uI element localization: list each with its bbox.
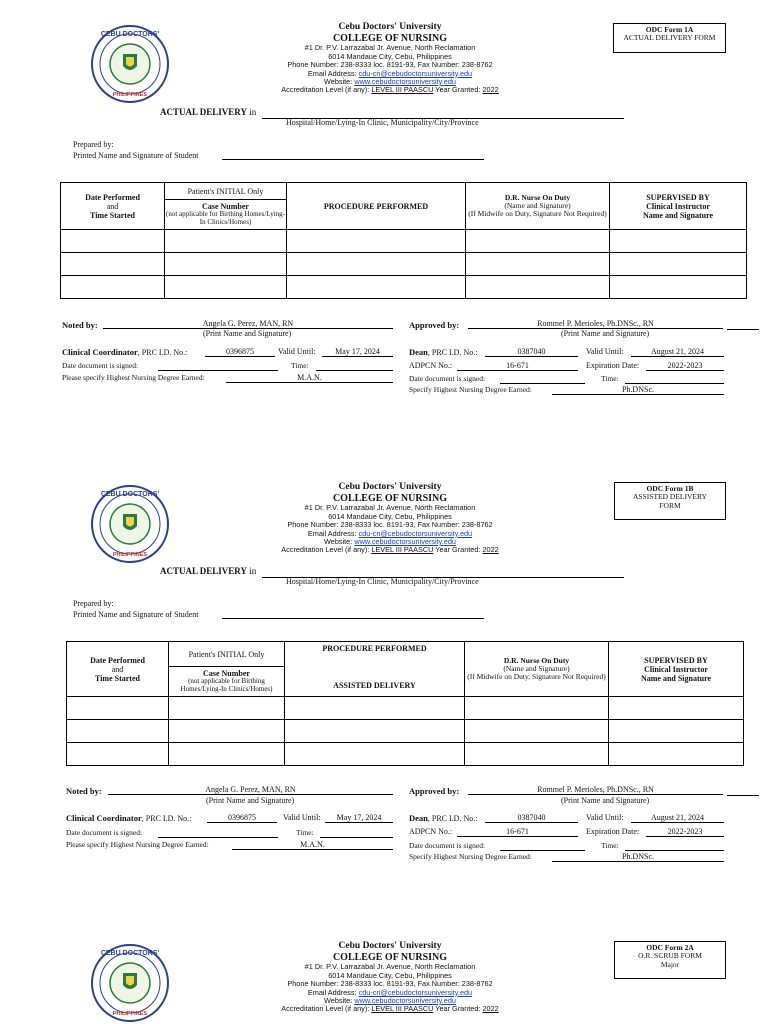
svg-text:PHILIPPINES: PHILIPPINES [112, 92, 148, 98]
website-link[interactable]: www.cebudoctorsuniversity.edu [354, 76, 456, 86]
cc-valid-date: May 17, 2024 [322, 347, 393, 357]
actual-delivery-label: ACTUAL DELIVERY in [160, 107, 257, 117]
svg-text:CEBU DOCTORS': CEBU DOCTORS' [100, 950, 160, 957]
phone-line: Phone Number: 238-8333 loc. 8191-93, Fax Number: 238-8762 [287, 979, 493, 989]
letterhead [230, 941, 550, 1014]
letterhead [230, 482, 550, 555]
university-seal-icon [90, 484, 170, 564]
form-code-box [613, 23, 726, 53]
student-signature-field[interactable] [222, 159, 484, 160]
email-line: Email Address: cdu-cn@cebudoctorsuniversity.edu [307, 528, 473, 538]
university-seal-icon [90, 943, 170, 1023]
prepared-by-label: Prepared by: [73, 599, 114, 608]
form-code: ODC Form 1B [646, 484, 694, 493]
noted-by-label: Noted by: [62, 320, 98, 330]
cc-valid-label: Valid Until: [283, 813, 321, 822]
col-procedure-header: PROCEDURE PERFORMED [287, 183, 466, 230]
cc-date-signed-label: Date document is signed: [66, 828, 143, 837]
dean-valid-date: August 21, 2024 [631, 347, 724, 357]
dean-time-field[interactable] [625, 850, 724, 851]
col-supervised-header: SUPERVISED BY Clinical Instructor Name and Signature [609, 642, 744, 697]
approved-extra-line [727, 795, 759, 796]
form-code: ODC Form 2A [646, 943, 694, 952]
address-line-1: #1 Dr. P.V. Larrazabal Jr. Avenue, North Reclamation [304, 962, 476, 972]
clinical-coordinator-label: Clinical Coordinator, PRC I.D. No.: [62, 347, 188, 357]
dean-time-label: Time: [601, 841, 619, 850]
col-patient-header: Patient's INITIAL Only [169, 642, 285, 667]
email-link[interactable]: cdu-cn@cebudoctorsuniversity.edu [358, 528, 473, 538]
svg-text:PHILIPPINES: PHILIPPINES [112, 1011, 148, 1017]
exp-label: Expiration Date: [586, 361, 640, 370]
form-name-2: FORM [659, 500, 681, 510]
email-link[interactable]: cdu-cn@cebudoctorsuniversity.edu [358, 68, 473, 78]
actual-delivery-label: ACTUAL DELIVERY in [160, 566, 257, 576]
dean-time-field[interactable] [625, 383, 724, 384]
approved-extra-line [727, 329, 759, 330]
approved-print-caption: (Print Name and Signature) [561, 796, 650, 805]
dean-date-signed-label: Date document is signed: [409, 374, 486, 383]
col-date-header: Date Performed and Time Started [67, 642, 169, 697]
accreditation-line: Accreditation Level (if any): LEVEL III PAASCU Year Granted: 2022 [281, 85, 499, 95]
prepared-by-label: Prepared by: [73, 140, 114, 149]
delivery-log-table [66, 641, 744, 766]
noted-by-name: Angela G. Perez, MAN, RN [108, 785, 393, 795]
noted-print-caption: (Print Name and Signature) [206, 796, 295, 805]
cc-degree-value: M.A.N. [232, 840, 393, 850]
address-line-2: 6014 Mandaue City, Cebu, Philippines [328, 970, 452, 980]
address-line-1: #1 Dr. P.V. Larrazabal Jr. Avenue, North Reclamation [304, 503, 476, 513]
cc-degree-label: Please specify Highest Nursing Degree Earned: [66, 840, 209, 849]
dean-time-label: Time: [601, 374, 619, 383]
col-case-header: Case Number (not applicable for Birthing Homes/Lying-In Clinics/Homes) [165, 200, 287, 230]
approved-by-name: Rommel P. Merioles, Ph.DNSc., RN [468, 785, 723, 795]
noted-print-caption: (Print Name and Signature) [203, 329, 292, 338]
email-line: Email Address: cdu-cn@cebudoctorsuniversity.edu [307, 68, 473, 78]
dean-degree-label: Specify Highest Nursing Degree Earned: [409, 852, 532, 861]
adpcn-label: ADPCN No.: [409, 827, 453, 836]
address-line-2: 6014 Mandaue City, Cebu, Philippines [328, 51, 452, 61]
website-link[interactable]: www.cebudoctorsuniversity.edu [354, 995, 456, 1005]
dean-prc-number: 0387040 [485, 347, 578, 357]
svg-text:PHILIPPINES: PHILIPPINES [112, 552, 148, 558]
printed-name-label: Printed Name and Signature of Student [73, 151, 199, 160]
form-name: O.R. SCRUB FORM [638, 951, 702, 961]
university-name: Cebu Doctors' University [338, 482, 442, 492]
accreditation-line: Accreditation Level (if any): LEVEL III PAASCU Year Granted: 2022 [281, 1004, 499, 1014]
email-link[interactable]: cdu-cn@cebudoctorsuniversity.edu [358, 987, 473, 997]
website-link[interactable]: www.cebudoctorsuniversity.edu [354, 536, 456, 546]
cc-time-field[interactable] [320, 837, 393, 838]
college-name: COLLEGE OF NURSING [332, 32, 448, 44]
form-code-box [614, 482, 726, 520]
cc-time-label: Time: [296, 828, 314, 837]
exp-value: 2022-2023 [646, 827, 724, 837]
dean-valid-date: August 21, 2024 [631, 813, 724, 823]
dean-label: Dean, PRC I.D. No.: [409, 347, 478, 357]
phone-line: Phone Number: 238-8333 loc. 8191-93, Fax Number: 238-8762 [287, 60, 493, 70]
dean-degree-value: Ph.DNSc. [552, 385, 724, 395]
exp-value: 2022-2023 [646, 361, 724, 371]
printed-name-label: Printed Name and Signature of Student [73, 610, 199, 619]
form-name: ACTUAL DELIVERY FORM [623, 33, 716, 43]
college-name: COLLEGE OF NURSING [332, 951, 448, 963]
table-row [61, 230, 747, 253]
university-name: Cebu Doctors' University [338, 941, 442, 951]
website-line: Website: www.cebudoctorsuniversity.edu [324, 536, 456, 546]
dean-prc-number: 0387040 [485, 813, 578, 823]
cc-time-field[interactable] [316, 370, 393, 371]
dean-degree-label: Specify Highest Nursing Degree Earned: [409, 385, 532, 394]
table-row [67, 720, 744, 743]
student-signature-field[interactable] [222, 618, 484, 619]
dean-valid-label: Valid Until: [586, 813, 624, 822]
delivery-log-table [60, 182, 747, 299]
form-name: ASSISTED DELIVERY [633, 492, 707, 502]
cc-date-signed-field[interactable] [158, 837, 278, 838]
adpcn-value: 16-671 [457, 827, 578, 837]
address-line-1: #1 Dr. P.V. Larrazabal Jr. Avenue, North Reclamation [304, 43, 476, 53]
clinical-coordinator-label: Clinical Coordinator, PRC I.D. No.: [66, 813, 192, 823]
approved-by-label: Approved by: [409, 786, 460, 796]
noted-by-name: Angela G. Perez, MAN, RN [103, 319, 393, 329]
cc-degree-label: Please specify Highest Nursing Degree Earned: [62, 373, 205, 382]
dean-date-signed-label: Date document is signed: [409, 841, 486, 850]
dean-valid-label: Valid Until: [586, 347, 624, 356]
email-line: Email Address: cdu-cn@cebudoctorsuniversity.edu [307, 987, 473, 997]
form-name-2: Major [660, 959, 680, 969]
table-row [67, 743, 744, 766]
approved-print-caption: (Print Name and Signature) [561, 329, 650, 338]
website-line: Website: www.cebudoctorsuniversity.edu [324, 995, 456, 1005]
location-hint: Hospital/Home/Lying-In Clinic, Municipality/City/Province [286, 577, 479, 586]
procedure-value: ASSISTED DELIVERY [333, 681, 416, 690]
cc-valid-date: May 17, 2024 [325, 813, 393, 823]
svg-text:CEBU DOCTORS': CEBU DOCTORS' [100, 491, 160, 498]
col-supervised-header: SUPERVISED BY Clinical Instructor Name and Signature [610, 183, 747, 230]
svg-text:CEBU DOCTORS': CEBU DOCTORS' [100, 31, 160, 38]
location-hint: Hospital/Home/Lying-In Clinic, Municipality/City/Province [286, 118, 479, 127]
table-row [61, 276, 747, 299]
dean-degree-value: Ph.DNSc. [552, 852, 724, 862]
approved-by-label: Approved by: [409, 320, 460, 330]
col-case-header: Case Number (not applicable for Birthing Homes/Lying-In Clinics/Homes) [169, 667, 285, 697]
form-code-box [614, 941, 726, 979]
cc-degree-value: M.A.N. [226, 373, 393, 383]
university-seal-icon [90, 24, 170, 104]
approved-by-name: Rommel P. Merioles, Ph.DNSc., RN [468, 319, 723, 329]
exp-label: Expiration Date: [586, 827, 640, 836]
university-name: Cebu Doctors' University [338, 22, 442, 32]
cc-prc-number: 0396875 [207, 813, 277, 823]
dean-date-signed-field[interactable] [500, 850, 585, 851]
adpcn-value: 16-671 [457, 361, 578, 371]
table-row [61, 253, 747, 276]
dean-date-signed-field[interactable] [500, 383, 585, 384]
cc-time-label: Time: [291, 361, 309, 370]
cc-date-signed-label: Date document is signed: [62, 361, 139, 370]
col-date-header: Date Performed and Time Started [61, 183, 165, 230]
cc-valid-label: Valid Until: [278, 347, 316, 356]
accreditation-line: Accreditation Level (if any): LEVEL III PAASCU Year Granted: 2022 [281, 545, 499, 555]
website-line: Website: www.cebudoctorsuniversity.edu [324, 76, 456, 86]
noted-by-label: Noted by: [66, 786, 102, 796]
col-dr-nurse-header: D.R. Nurse On Duty (Name and Signature) (If Midwife on Duty, Signature Not Required) [466, 183, 610, 230]
adpcn-label: ADPCN No.: [409, 361, 453, 370]
table-row [67, 697, 744, 720]
col-patient-header: Patient's INITIAL Only [165, 183, 287, 200]
cc-date-signed-field[interactable] [158, 370, 278, 371]
address-line-2: 6014 Mandaue City, Cebu, Philippines [328, 511, 452, 521]
form-code: ODC Form 1A [645, 25, 694, 34]
col-dr-nurse-header: D.R. Nurse On Duty (Name and Signature) (If Midwife on Duty, Signature Not Required) [465, 642, 609, 697]
cc-prc-number: 0396875 [205, 347, 275, 357]
letterhead [230, 22, 550, 95]
dean-label: Dean, PRC I.D. No.: [409, 813, 478, 823]
college-name: COLLEGE OF NURSING [332, 492, 448, 504]
col-procedure-header: PROCEDURE PERFORMED ASSISTED DELIVERY [285, 642, 465, 697]
phone-line: Phone Number: 238-8333 loc. 8191-93, Fax Number: 238-8762 [287, 520, 493, 530]
